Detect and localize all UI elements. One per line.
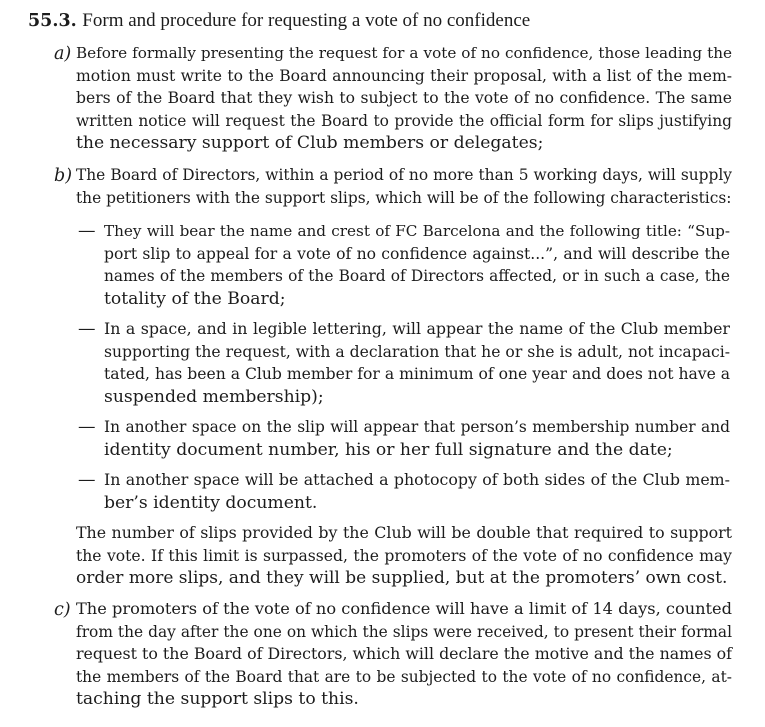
list-item-a [54,42,744,155]
text-line: identity document number, his or her full signature and the date; [104,439,673,460]
dash-item-3 [78,416,738,461]
item-text-a [76,42,732,155]
text-line: the members of the Board that are to be subjected to the vote of no confidence, at- [76,667,732,686]
text-line: taching the support slips to this. [76,689,359,710]
text-line: from the day after the one on which the slips were received, to present their formal [76,622,732,641]
text-line: the vote. If this limit is surpassed, the promoters of the vote of no confidence may [76,546,732,565]
dash-item-2 [78,318,738,408]
text-line: order more slips, and they will be supplied, but at the promoters’ own cost. [76,568,728,589]
item-text-c [76,598,732,711]
dash-bullet: — [78,221,96,241]
text-line: request to the Board of Directors, which will declare the motive and the names of [76,644,732,664]
text-line: In another space on the slip will appear that person’s membership number and [104,418,730,436]
item-label-c: c) [54,600,71,620]
list-item-b [54,164,744,209]
list-item-c [54,598,744,711]
text-line: bers of the Board that they wish to subject to the vote of no confidence. The same [76,89,732,108]
text-line: the petitioners with the support slips, which will be of the following characteristics: [76,188,732,207]
text-line: tated, has been a Club member for a minimum of one year and does not have a [104,365,731,384]
dash-item-4 [78,469,738,514]
dash-text-4 [104,469,730,514]
text-line: The Board of Directors, within a period of no more than 5 working days, will supply [76,166,732,184]
text-line: the necessary support of Club members or delegates; [76,133,544,154]
section-heading [28,9,530,33]
text-line: suspended membership); [104,386,324,407]
text-line: ber’s identity document. [104,492,318,513]
text-line: In a space, and in legible lettering, will appear the name of the Club member [104,319,730,338]
dash-item-1 [78,220,738,310]
text-line: The promoters of the vote of no confidence will have a limit of 14 days, counted [76,599,732,618]
section-title: Form and procedure for requesting a vote of no confidence [82,10,531,31]
text-line: Before formally presenting the request for a vote of no confidence, those leading the [76,44,732,62]
text-line: supporting the request, with a declaration that he or she is adult, not incapaci- [104,342,730,361]
item-text-b [76,164,732,209]
text-line: The number of slips provided by the Club will be double that required to support [76,523,732,542]
text-line: totality of the Board; [104,288,286,309]
section-number: 55.3. [28,11,77,31]
text-line: They will bear the name and crest of FC Barcelona and the following title: “Sup- [104,222,730,240]
text-line: In another space will be attached a photocopy of both sides of the Club mem- [104,470,730,489]
item-label-b: b) [54,166,73,186]
text-line: written notice will request the Board to provide the official form for slips justifying [76,111,732,130]
text-line: motion must write to the Board announcing their proposal, with a list of the mem- [76,66,732,85]
dash-bullet: — [78,319,96,339]
dash-text-2 [104,318,730,408]
item-b-closing-paragraph [76,522,732,590]
dash-bullet: — [78,470,96,490]
dash-bullet: — [78,417,96,437]
dash-text-1 [104,220,730,310]
item-label-a: a) [54,44,72,64]
text-line: port slip to appeal for a vote of no confidence against...”, and will describe the [104,244,730,263]
dash-text-3 [104,416,730,461]
text-line: names of the members of the Board of Directors affected, or in such a case, the [104,267,730,286]
